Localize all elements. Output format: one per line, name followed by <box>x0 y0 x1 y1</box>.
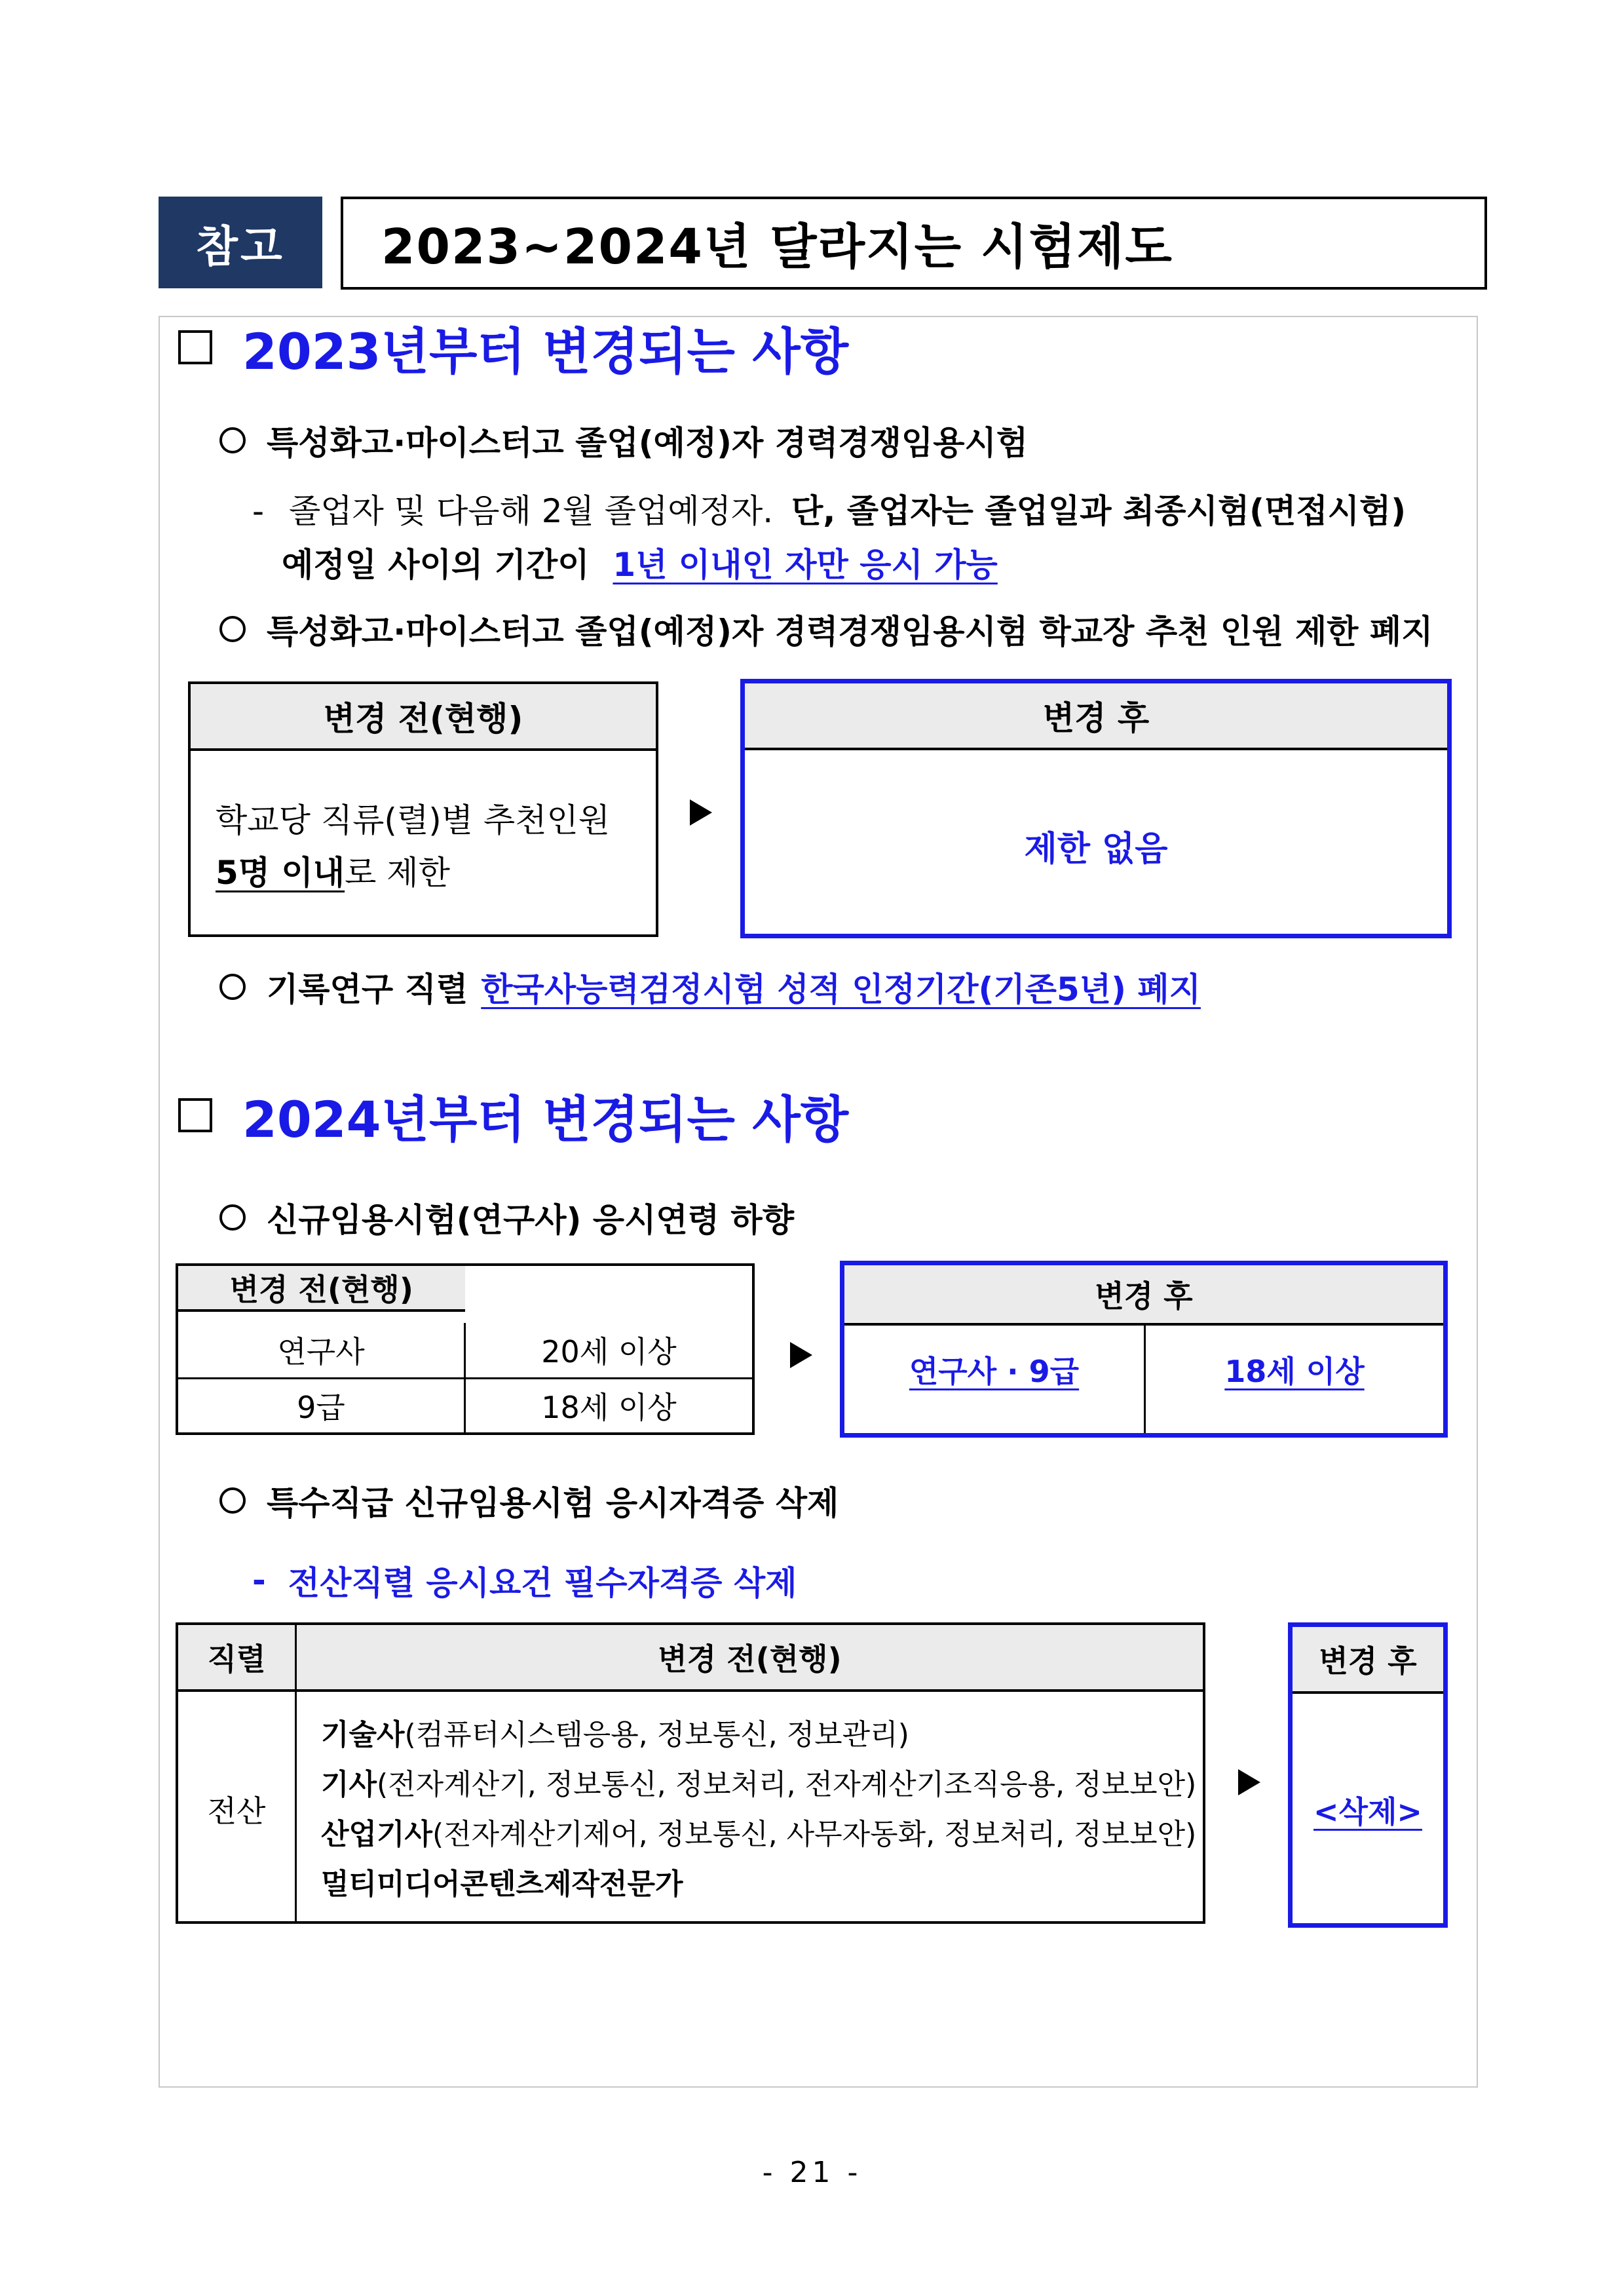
item-2024-2-title <box>219 1480 839 1521</box>
column-divider <box>295 1689 297 1921</box>
arrow-right-icon <box>790 1342 812 1368</box>
cert-after-box <box>1288 1622 1448 1928</box>
cert-table <box>176 1622 1205 1924</box>
age-cell: 20세 이상 <box>465 1323 754 1379</box>
section-2024-heading <box>178 1082 848 1148</box>
cert-name: 기사 <box>321 1768 377 1801</box>
item-2023-3-title <box>219 966 1201 1008</box>
dash-marker: - <box>252 492 265 530</box>
cert-name: 산업기사 <box>321 1818 433 1851</box>
item-2023-1-title <box>219 419 1028 461</box>
item-2024-2-title-text: 특수직급 신규임용시험 응시자격증 삭제 <box>267 1484 839 1522</box>
item-2023-1-line1 <box>252 485 1406 532</box>
before-box-2023-bold: 5명 이내 <box>216 854 345 892</box>
after-age-cell: 18세 이상 <box>1224 1354 1365 1389</box>
page-number: - 21 - <box>762 2156 862 2189</box>
cert-name: 기술사 <box>321 1718 405 1751</box>
cert-table-job-header <box>178 1625 297 1689</box>
after-box-2023-header <box>745 683 1447 750</box>
cert-table-before-header-text: 변경 전(현행) <box>658 1641 842 1677</box>
checkbox-square-icon <box>178 330 212 364</box>
item-2023-3-highlight: 한국사능력검정시험 성적 인정기간(기존5년) 폐지 <box>481 970 1201 1008</box>
item-2023-1-plain: 졸업자 및 다음해 2월 졸업예정자. <box>288 492 774 530</box>
cert-after-text: <삭제> <box>1313 1794 1422 1829</box>
before-box-2023 <box>188 681 658 937</box>
after-table-2024-header <box>844 1265 1443 1326</box>
before-box-2023-line2 <box>216 847 450 894</box>
section-2024-heading-text: 2024년부터 변경되는 사항 <box>242 1090 849 1149</box>
list-item <box>321 1710 1196 1760</box>
page-title-box <box>341 197 1487 290</box>
after-box-2023-header-text: 변경 후 <box>1042 699 1150 737</box>
before-box-2023-rest: 로 제한 <box>345 854 450 892</box>
list-item <box>321 1810 1196 1860</box>
reference-tag-label: 참고 <box>196 221 285 272</box>
grade-cell: 연구사 <box>177 1323 465 1379</box>
item-2023-1-highlight: 1년 이내인 자만 응시 가능 <box>613 546 998 584</box>
before-table-2024-header: 변경 전(현행) <box>178 1266 465 1312</box>
after-box-2023 <box>740 679 1452 938</box>
item-2024-1-title-text: 신규임용시험(연구사) 응시연령 하향 <box>267 1201 795 1239</box>
before-box-2023-line1: 학교당 직류(렬)별 추천인원 <box>216 801 611 839</box>
item-2024-2-sub <box>252 1559 797 1601</box>
after-table-2024-header-text: 변경 후 <box>1095 1278 1193 1314</box>
before-table-2024 <box>176 1263 755 1435</box>
list-item <box>321 1860 1196 1909</box>
age-cell: 18세 이상 <box>541 1390 677 1426</box>
section-2023-heading-text: 2023년부터 변경되는 사항 <box>242 322 849 381</box>
circle-bullet-icon <box>219 974 246 1000</box>
table-row <box>177 1378 753 1434</box>
after-box-2023-text: 제한 없음 <box>1024 830 1168 869</box>
cert-list <box>321 1710 1196 1909</box>
table-row <box>177 1323 753 1379</box>
item-2023-3-title-text: 기록연구 직렬 <box>267 970 468 1008</box>
circle-bullet-icon <box>219 427 246 453</box>
section-2023-heading <box>178 315 848 380</box>
header-divider <box>178 1689 1203 1692</box>
job-cell: 전산 <box>207 1793 266 1829</box>
before-box-2023-header-text: 변경 전(현행) <box>323 700 523 738</box>
cert-detail: (전자계산기, 정보통신, 정보처리, 전자계산기조직응용, 정보보안) <box>377 1768 1197 1801</box>
cert-name: 멀티미디어콘텐츠제작전문가 <box>321 1867 683 1901</box>
after-table-2024 <box>840 1261 1448 1438</box>
arrow-right-icon <box>690 799 712 826</box>
checkbox-square-icon <box>178 1098 212 1132</box>
item-2023-2-title <box>219 608 1433 650</box>
cert-after-header-text: 변경 후 <box>1319 1643 1417 1679</box>
list-item <box>321 1760 1196 1810</box>
after-grade-cell: 연구사 · 9급 <box>909 1354 1080 1389</box>
cert-table-before-header <box>297 1625 1203 1689</box>
dash-marker: - <box>252 1561 266 1599</box>
item-2024-1-title <box>219 1196 794 1238</box>
circle-bullet-icon <box>219 616 246 642</box>
circle-bullet-icon <box>219 1204 246 1231</box>
page-title: 2023~2024년 달라지는 시험제도 <box>381 219 1173 275</box>
item-2023-2-title-text: 특성화고·마이스터고 졸업(예정)자 경력경쟁임용시험 학교장 추천 인원 제한 폐지 <box>267 613 1433 651</box>
item-2023-1-bold: 단, 졸업자는 졸업일과 최종시험(면접시험) <box>791 492 1407 530</box>
reference-tag <box>159 197 322 288</box>
grade-cell: 9급 <box>177 1378 465 1434</box>
arrow-right-icon <box>1238 1769 1260 1795</box>
cert-detail: (전자계산기제어, 정보통신, 사무자동화, 정보처리, 정보보안) <box>432 1818 1197 1851</box>
item-2023-1-title-text: 특성화고·마이스터고 졸업(예정)자 경력경쟁임용시험 <box>267 424 1029 462</box>
item-2023-1-line2-bold: 예정일 사이의 기간이 <box>282 546 590 584</box>
circle-bullet-icon <box>219 1487 246 1514</box>
cert-after-header <box>1293 1627 1443 1694</box>
before-box-2023-header <box>191 684 656 751</box>
item-2023-1-line2 <box>282 539 998 586</box>
item-2024-2-sub-text: 전산직렬 응시요건 필수자격증 삭제 <box>288 1564 797 1602</box>
cert-detail: (컴퓨터시스템응용, 정보통신, 정보관리) <box>404 1718 909 1751</box>
cert-table-job-header-text: 직렬 <box>207 1641 266 1677</box>
